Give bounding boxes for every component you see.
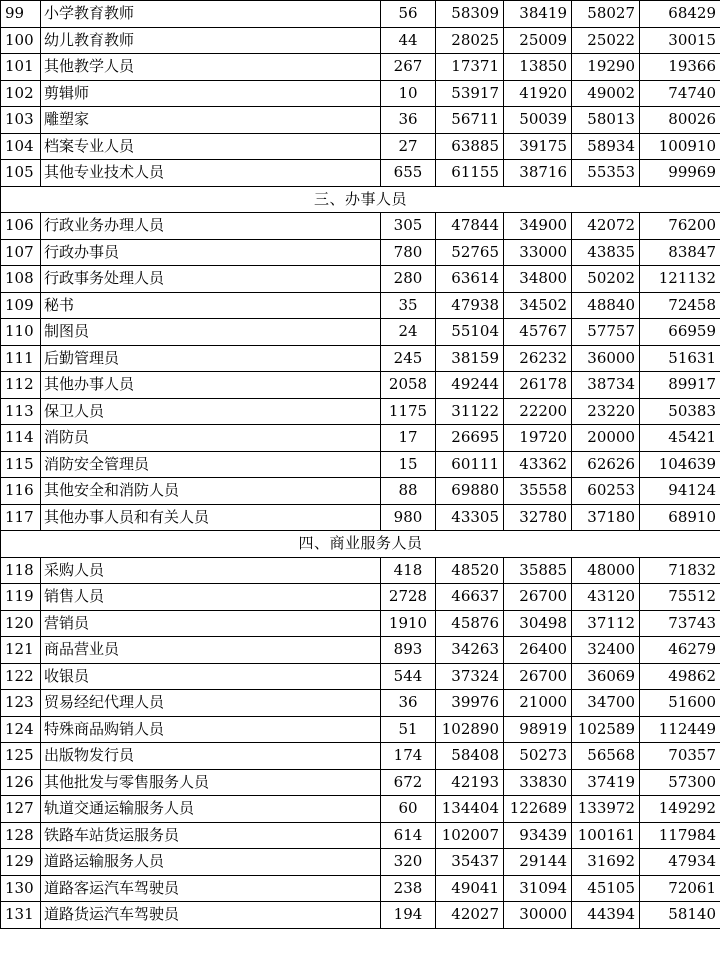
table-row (1, 637, 720, 664)
low-salary-cell: 26232 (504, 345, 572, 372)
table-row (1, 292, 720, 319)
median-salary-cell: 42072 (572, 213, 640, 240)
section-header-row (1, 531, 720, 558)
high-salary-cell: 51600 (640, 690, 720, 717)
occupation-name-cell: 行政业务办理人员 (41, 213, 381, 240)
high-salary-cell: 72458 (640, 292, 720, 319)
low-salary-cell: 34800 (504, 266, 572, 293)
average-salary-cell: 63614 (436, 266, 504, 293)
median-salary-cell: 58934 (572, 133, 640, 160)
median-salary-cell: 25022 (572, 27, 640, 54)
sample-count-cell: 2728 (381, 584, 436, 611)
low-salary-cell: 33000 (504, 239, 572, 266)
sample-count-cell: 88 (381, 478, 436, 505)
table-row (1, 478, 720, 505)
median-salary-cell: 37112 (572, 610, 640, 637)
median-salary-cell: 19290 (572, 54, 640, 81)
average-salary-cell: 35437 (436, 849, 504, 876)
median-salary-cell: 23220 (572, 398, 640, 425)
median-salary-cell: 58013 (572, 107, 640, 134)
row-number-cell: 125 (1, 743, 41, 770)
sample-count-cell: 280 (381, 266, 436, 293)
sample-count-cell: 238 (381, 875, 436, 902)
average-salary-cell: 28025 (436, 27, 504, 54)
occupation-name-cell: 其他办事人员 (41, 372, 381, 399)
high-salary-cell: 94124 (640, 478, 720, 505)
table-row (1, 504, 720, 531)
high-salary-cell: 76200 (640, 213, 720, 240)
low-salary-cell: 34502 (504, 292, 572, 319)
table-row (1, 239, 720, 266)
row-number-cell: 103 (1, 107, 41, 134)
average-salary-cell: 61155 (436, 160, 504, 187)
low-salary-cell: 30498 (504, 610, 572, 637)
table-row (1, 107, 720, 134)
median-salary-cell: 48840 (572, 292, 640, 319)
sample-count-cell: 305 (381, 213, 436, 240)
median-salary-cell: 60253 (572, 478, 640, 505)
high-salary-cell: 50383 (640, 398, 720, 425)
high-salary-cell: 121132 (640, 266, 720, 293)
average-salary-cell: 63885 (436, 133, 504, 160)
high-salary-cell: 149292 (640, 796, 720, 823)
median-salary-cell: 38734 (572, 372, 640, 399)
row-number-cell: 108 (1, 266, 41, 293)
average-salary-cell: 45876 (436, 610, 504, 637)
average-salary-cell: 49244 (436, 372, 504, 399)
table-row (1, 133, 720, 160)
sample-count-cell: 36 (381, 690, 436, 717)
table-row (1, 451, 720, 478)
low-salary-cell: 41920 (504, 80, 572, 107)
median-salary-cell: 58027 (572, 1, 640, 28)
high-salary-cell: 51631 (640, 345, 720, 372)
occupation-name-cell: 行政事务处理人员 (41, 266, 381, 293)
low-salary-cell: 35885 (504, 557, 572, 584)
low-salary-cell: 19720 (504, 425, 572, 452)
average-salary-cell: 102890 (436, 716, 504, 743)
low-salary-cell: 33830 (504, 769, 572, 796)
high-salary-cell: 74740 (640, 80, 720, 107)
average-salary-cell: 58309 (436, 1, 504, 28)
high-salary-cell: 68910 (640, 504, 720, 531)
average-salary-cell: 42193 (436, 769, 504, 796)
occupation-name-cell: 其他专业技术人员 (41, 160, 381, 187)
low-salary-cell: 35558 (504, 478, 572, 505)
average-salary-cell: 37324 (436, 663, 504, 690)
occupation-name-cell: 制图员 (41, 319, 381, 346)
median-salary-cell: 34700 (572, 690, 640, 717)
high-salary-cell: 30015 (640, 27, 720, 54)
low-salary-cell: 50039 (504, 107, 572, 134)
high-salary-cell: 71832 (640, 557, 720, 584)
high-salary-cell: 47934 (640, 849, 720, 876)
sample-count-cell: 44 (381, 27, 436, 54)
row-number-cell: 123 (1, 690, 41, 717)
row-number-cell: 99 (1, 1, 41, 28)
table-row (1, 584, 720, 611)
occupation-name-cell: 销售人员 (41, 584, 381, 611)
table-row (1, 716, 720, 743)
low-salary-cell: 29144 (504, 849, 572, 876)
low-salary-cell: 13850 (504, 54, 572, 81)
sample-count-cell: 174 (381, 743, 436, 770)
row-number-cell: 127 (1, 796, 41, 823)
occupation-name-cell: 其他办事人员和有关人员 (41, 504, 381, 531)
table-row (1, 319, 720, 346)
sample-count-cell: 24 (381, 319, 436, 346)
occupation-name-cell: 消防安全管理员 (41, 451, 381, 478)
table-row (1, 796, 720, 823)
table-row (1, 557, 720, 584)
row-number-cell: 121 (1, 637, 41, 664)
occupation-name-cell: 行政办事员 (41, 239, 381, 266)
sample-count-cell: 10 (381, 80, 436, 107)
median-salary-cell: 37419 (572, 769, 640, 796)
table-row (1, 345, 720, 372)
occupation-name-cell: 剪辑师 (41, 80, 381, 107)
occupation-name-cell: 保卫人员 (41, 398, 381, 425)
high-salary-cell: 49862 (640, 663, 720, 690)
high-salary-cell: 46279 (640, 637, 720, 664)
median-salary-cell: 31692 (572, 849, 640, 876)
median-salary-cell: 100161 (572, 822, 640, 849)
low-salary-cell: 22200 (504, 398, 572, 425)
occupation-name-cell: 收银员 (41, 663, 381, 690)
sample-count-cell: 194 (381, 902, 436, 929)
average-salary-cell: 42027 (436, 902, 504, 929)
low-salary-cell: 30000 (504, 902, 572, 929)
row-number-cell: 124 (1, 716, 41, 743)
row-number-cell: 117 (1, 504, 41, 531)
average-salary-cell: 17371 (436, 54, 504, 81)
row-number-cell: 107 (1, 239, 41, 266)
section-header-row (1, 186, 720, 213)
average-salary-cell: 43305 (436, 504, 504, 531)
sample-count-cell: 15 (381, 451, 436, 478)
low-salary-cell: 38716 (504, 160, 572, 187)
low-salary-cell: 38419 (504, 1, 572, 28)
median-salary-cell: 43835 (572, 239, 640, 266)
table-row (1, 822, 720, 849)
table-row (1, 849, 720, 876)
row-number-cell: 114 (1, 425, 41, 452)
median-salary-cell: 48000 (572, 557, 640, 584)
high-salary-cell: 83847 (640, 239, 720, 266)
low-salary-cell: 93439 (504, 822, 572, 849)
table-row (1, 266, 720, 293)
sample-count-cell: 655 (381, 160, 436, 187)
row-number-cell: 128 (1, 822, 41, 849)
occupation-name-cell: 其他安全和消防人员 (41, 478, 381, 505)
row-number-cell: 113 (1, 398, 41, 425)
table-row (1, 875, 720, 902)
low-salary-cell: 26700 (504, 663, 572, 690)
median-salary-cell: 20000 (572, 425, 640, 452)
row-number-cell: 122 (1, 663, 41, 690)
median-salary-cell: 43120 (572, 584, 640, 611)
high-salary-cell: 66959 (640, 319, 720, 346)
sample-count-cell: 51 (381, 716, 436, 743)
average-salary-cell: 53917 (436, 80, 504, 107)
row-number-cell: 118 (1, 557, 41, 584)
low-salary-cell: 25009 (504, 27, 572, 54)
row-number-cell: 120 (1, 610, 41, 637)
average-salary-cell: 34263 (436, 637, 504, 664)
section-title: 四、商业服务人员 (1, 531, 720, 558)
high-salary-cell: 89917 (640, 372, 720, 399)
occupation-name-cell: 档案专业人员 (41, 133, 381, 160)
table-row (1, 1, 720, 28)
average-salary-cell: 38159 (436, 345, 504, 372)
row-number-cell: 111 (1, 345, 41, 372)
high-salary-cell: 58140 (640, 902, 720, 929)
table-row (1, 80, 720, 107)
average-salary-cell: 46637 (436, 584, 504, 611)
row-number-cell: 104 (1, 133, 41, 160)
low-salary-cell: 26400 (504, 637, 572, 664)
sample-count-cell: 245 (381, 345, 436, 372)
high-salary-cell: 80026 (640, 107, 720, 134)
sample-count-cell: 35 (381, 292, 436, 319)
high-salary-cell: 57300 (640, 769, 720, 796)
occupation-name-cell: 特殊商品购销人员 (41, 716, 381, 743)
table-row (1, 398, 720, 425)
high-salary-cell: 72061 (640, 875, 720, 902)
occupation-name-cell: 道路客运汽车驾驶员 (41, 875, 381, 902)
occupation-name-cell: 雕塑家 (41, 107, 381, 134)
row-number-cell: 131 (1, 902, 41, 929)
high-salary-cell: 19366 (640, 54, 720, 81)
sample-count-cell: 36 (381, 107, 436, 134)
low-salary-cell: 50273 (504, 743, 572, 770)
table-row (1, 160, 720, 187)
median-salary-cell: 56568 (572, 743, 640, 770)
occupation-name-cell: 小学教育教师 (41, 1, 381, 28)
low-salary-cell: 31094 (504, 875, 572, 902)
low-salary-cell: 26700 (504, 584, 572, 611)
occupation-name-cell: 营销员 (41, 610, 381, 637)
sample-count-cell: 780 (381, 239, 436, 266)
sample-count-cell: 320 (381, 849, 436, 876)
occupation-name-cell: 出版物发行员 (41, 743, 381, 770)
average-salary-cell: 134404 (436, 796, 504, 823)
low-salary-cell: 34900 (504, 213, 572, 240)
row-number-cell: 105 (1, 160, 41, 187)
median-salary-cell: 36000 (572, 345, 640, 372)
table-row (1, 690, 720, 717)
average-salary-cell: 47938 (436, 292, 504, 319)
row-number-cell: 112 (1, 372, 41, 399)
sample-count-cell: 893 (381, 637, 436, 664)
table-row (1, 54, 720, 81)
table-row (1, 610, 720, 637)
median-salary-cell: 133972 (572, 796, 640, 823)
sample-count-cell: 980 (381, 504, 436, 531)
row-number-cell: 110 (1, 319, 41, 346)
average-salary-cell: 49041 (436, 875, 504, 902)
table-row (1, 902, 720, 929)
average-salary-cell: 47844 (436, 213, 504, 240)
median-salary-cell: 102589 (572, 716, 640, 743)
median-salary-cell: 57757 (572, 319, 640, 346)
high-salary-cell: 100910 (640, 133, 720, 160)
average-salary-cell: 31122 (436, 398, 504, 425)
occupation-name-cell: 秘书 (41, 292, 381, 319)
high-salary-cell: 112449 (640, 716, 720, 743)
average-salary-cell: 69880 (436, 478, 504, 505)
sample-count-cell: 2058 (381, 372, 436, 399)
occupation-name-cell: 幼儿教育教师 (41, 27, 381, 54)
median-salary-cell: 36069 (572, 663, 640, 690)
occupation-name-cell: 轨道交通运输服务人员 (41, 796, 381, 823)
occupation-name-cell: 消防员 (41, 425, 381, 452)
low-salary-cell: 122689 (504, 796, 572, 823)
average-salary-cell: 48520 (436, 557, 504, 584)
high-salary-cell: 99969 (640, 160, 720, 187)
high-salary-cell: 73743 (640, 610, 720, 637)
occupation-name-cell: 后勤管理员 (41, 345, 381, 372)
median-salary-cell: 45105 (572, 875, 640, 902)
high-salary-cell: 70357 (640, 743, 720, 770)
low-salary-cell: 21000 (504, 690, 572, 717)
median-salary-cell: 50202 (572, 266, 640, 293)
average-salary-cell: 102007 (436, 822, 504, 849)
sample-count-cell: 418 (381, 557, 436, 584)
average-salary-cell: 55104 (436, 319, 504, 346)
low-salary-cell: 98919 (504, 716, 572, 743)
table-row (1, 27, 720, 54)
median-salary-cell: 55353 (572, 160, 640, 187)
row-number-cell: 115 (1, 451, 41, 478)
occupation-name-cell: 商品营业员 (41, 637, 381, 664)
occupation-name-cell: 道路货运汽车驾驶员 (41, 902, 381, 929)
average-salary-cell: 56711 (436, 107, 504, 134)
low-salary-cell: 26178 (504, 372, 572, 399)
row-number-cell: 119 (1, 584, 41, 611)
table-row (1, 372, 720, 399)
average-salary-cell: 39976 (436, 690, 504, 717)
average-salary-cell: 26695 (436, 425, 504, 452)
average-salary-cell: 52765 (436, 239, 504, 266)
table-row (1, 663, 720, 690)
low-salary-cell: 32780 (504, 504, 572, 531)
median-salary-cell: 49002 (572, 80, 640, 107)
high-salary-cell: 45421 (640, 425, 720, 452)
high-salary-cell: 117984 (640, 822, 720, 849)
row-number-cell: 102 (1, 80, 41, 107)
row-number-cell: 101 (1, 54, 41, 81)
row-number-cell: 129 (1, 849, 41, 876)
high-salary-cell: 104639 (640, 451, 720, 478)
row-number-cell: 109 (1, 292, 41, 319)
occupation-name-cell: 贸易经纪代理人员 (41, 690, 381, 717)
section-title: 三、办事人员 (1, 186, 720, 213)
average-salary-cell: 60111 (436, 451, 504, 478)
sample-count-cell: 1910 (381, 610, 436, 637)
occupation-name-cell: 铁路车站货运服务员 (41, 822, 381, 849)
row-number-cell: 106 (1, 213, 41, 240)
low-salary-cell: 45767 (504, 319, 572, 346)
table-row (1, 769, 720, 796)
table-row (1, 425, 720, 452)
table-body (1, 1, 720, 929)
sample-count-cell: 1175 (381, 398, 436, 425)
low-salary-cell: 43362 (504, 451, 572, 478)
occupation-name-cell: 道路运输服务人员 (41, 849, 381, 876)
high-salary-cell: 75512 (640, 584, 720, 611)
row-number-cell: 130 (1, 875, 41, 902)
sample-count-cell: 56 (381, 1, 436, 28)
occupation-name-cell: 其他批发与零售服务人员 (41, 769, 381, 796)
high-salary-cell: 68429 (640, 1, 720, 28)
median-salary-cell: 37180 (572, 504, 640, 531)
median-salary-cell: 44394 (572, 902, 640, 929)
average-salary-cell: 58408 (436, 743, 504, 770)
row-number-cell: 116 (1, 478, 41, 505)
sample-count-cell: 60 (381, 796, 436, 823)
table-row (1, 213, 720, 240)
row-number-cell: 126 (1, 769, 41, 796)
row-number-cell: 100 (1, 27, 41, 54)
sample-count-cell: 544 (381, 663, 436, 690)
occupation-name-cell: 采购人员 (41, 557, 381, 584)
median-salary-cell: 32400 (572, 637, 640, 664)
sample-count-cell: 614 (381, 822, 436, 849)
table-row (1, 743, 720, 770)
low-salary-cell: 39175 (504, 133, 572, 160)
sample-count-cell: 27 (381, 133, 436, 160)
median-salary-cell: 62626 (572, 451, 640, 478)
sample-count-cell: 17 (381, 425, 436, 452)
occupation-name-cell: 其他教学人员 (41, 54, 381, 81)
sample-count-cell: 267 (381, 54, 436, 81)
sample-count-cell: 672 (381, 769, 436, 796)
